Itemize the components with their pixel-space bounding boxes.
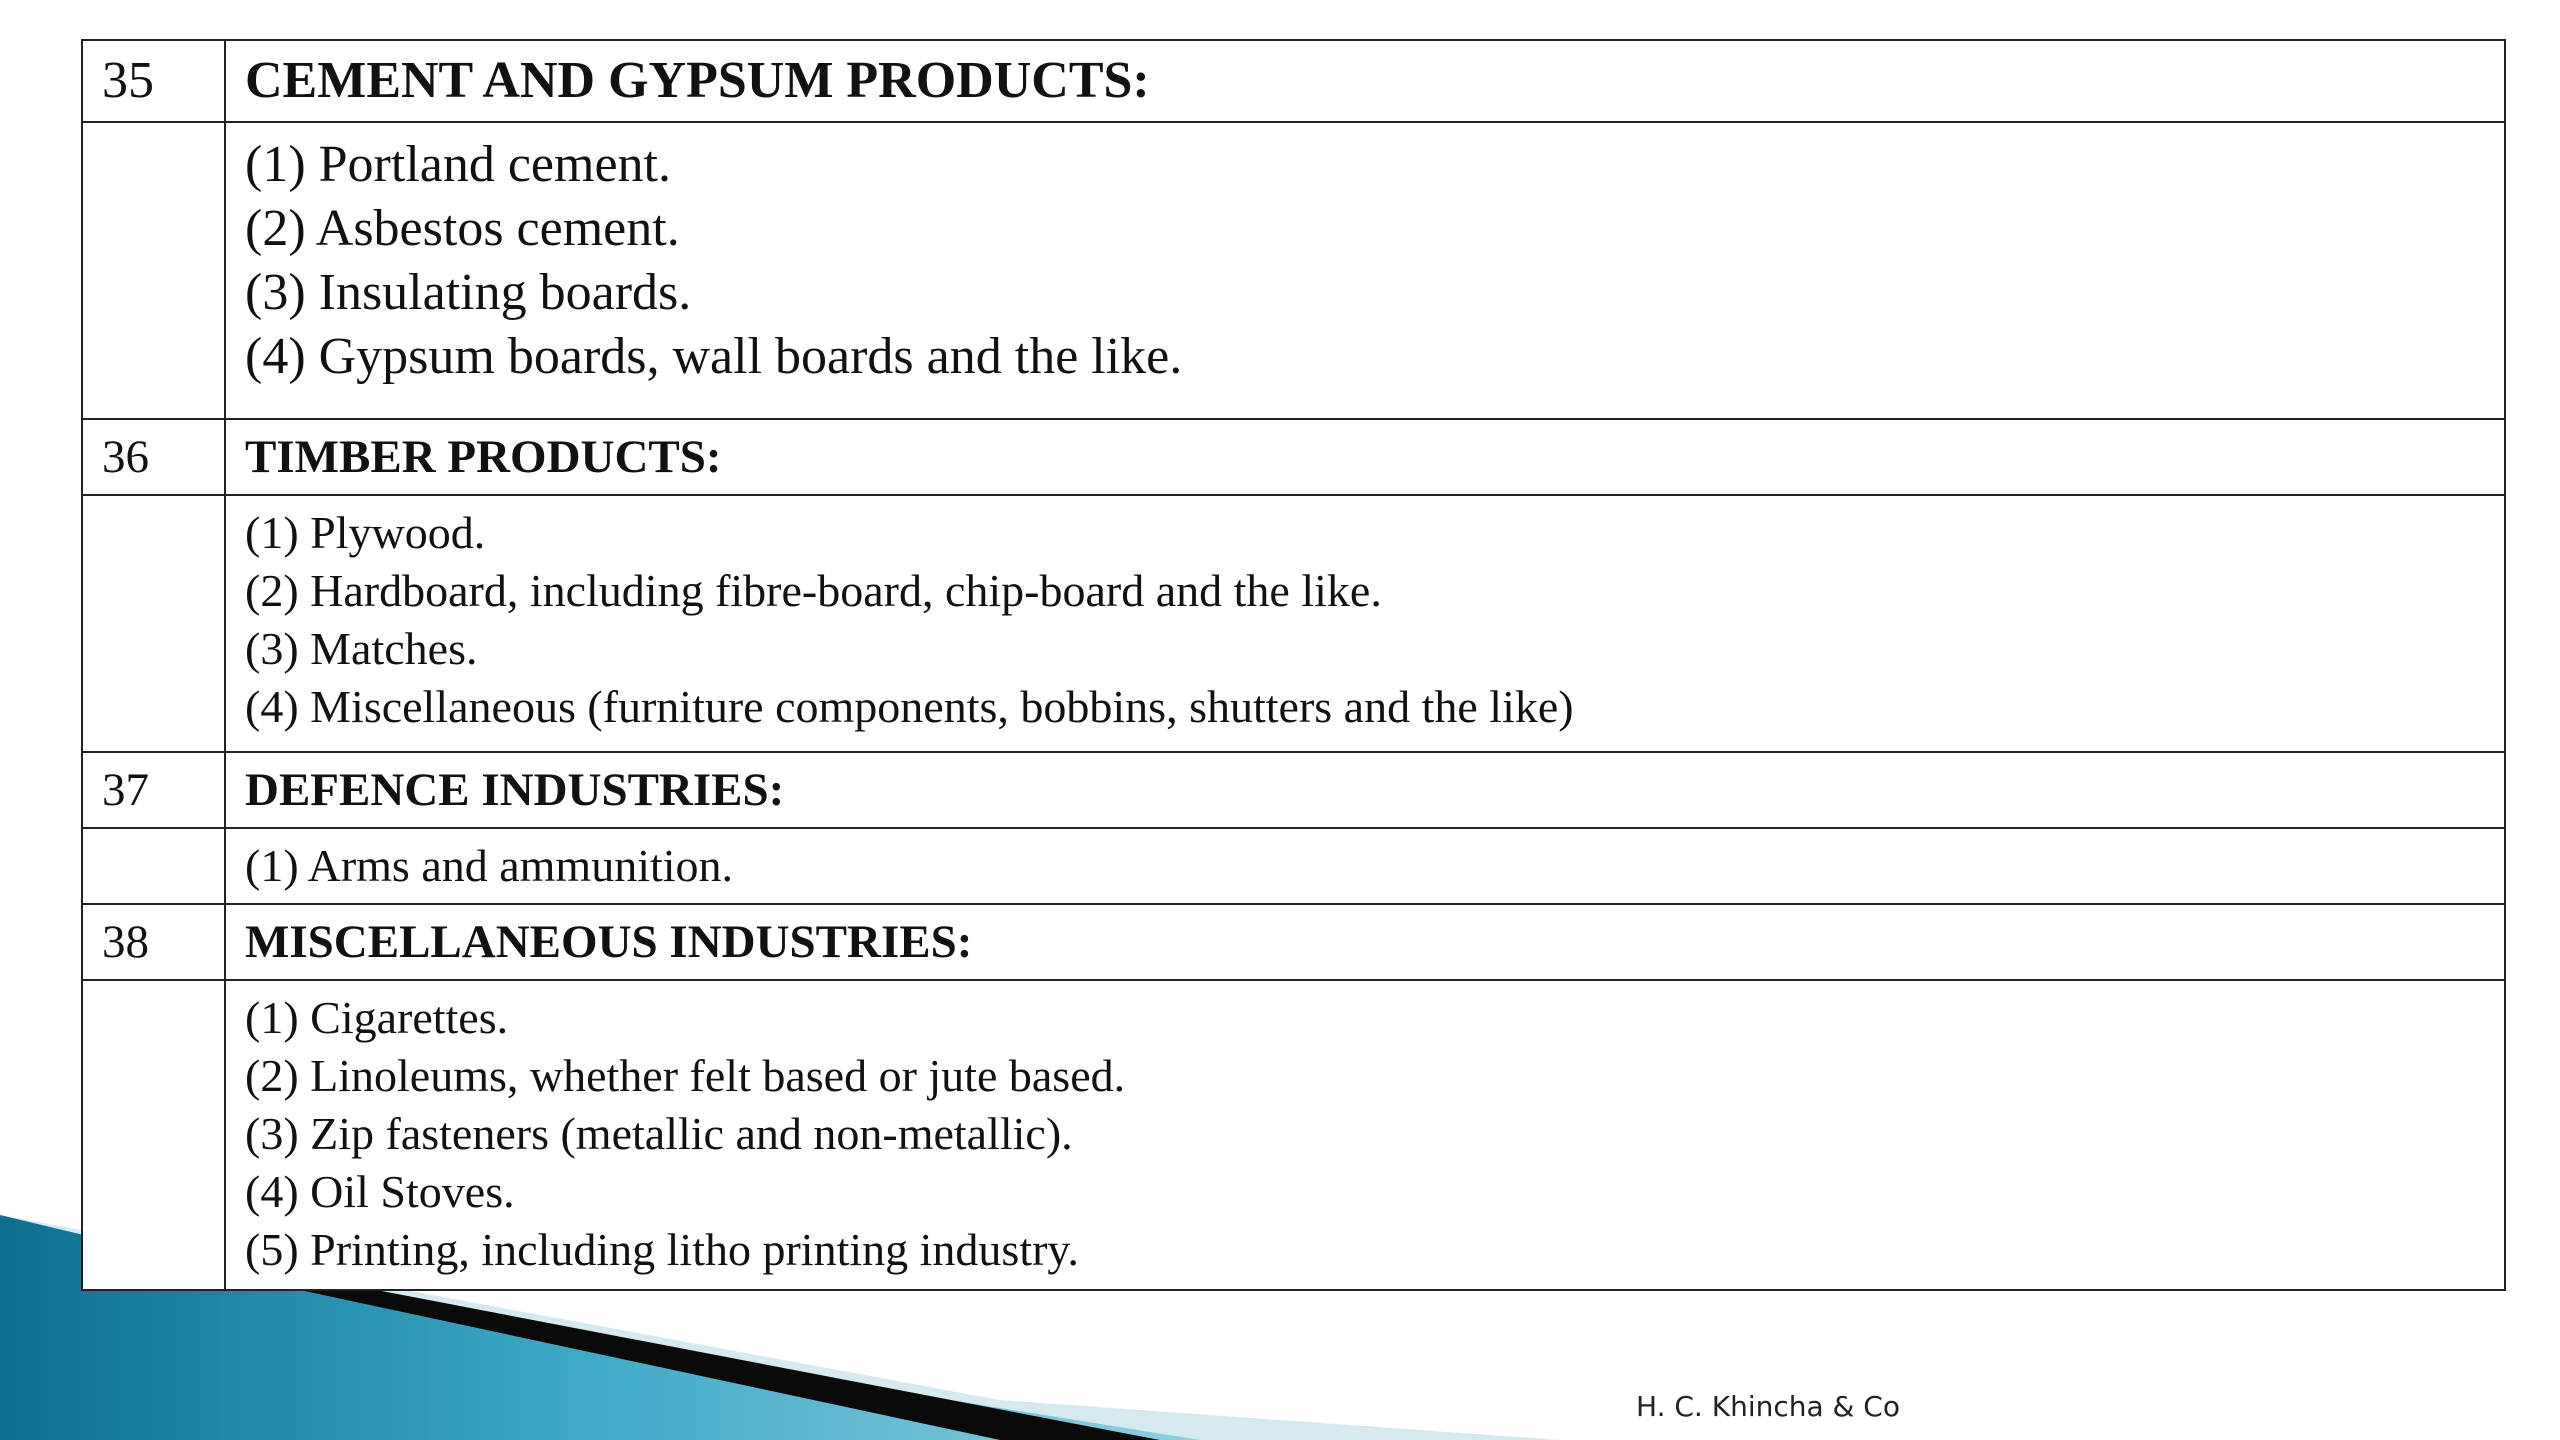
table-row (82, 752, 2505, 828)
category-heading: TIMBER PRODUCTS: (225, 419, 2505, 495)
item-list (225, 828, 2505, 904)
industry-schedule-table (81, 39, 2506, 1291)
list-item: (3) Insulating boards. (245, 264, 692, 321)
table-row (82, 828, 2505, 904)
list-item: (1) Plywood. (245, 507, 486, 558)
list-item: (2) Hardboard, including fibre-board, chip-board and the like. (245, 565, 1382, 616)
item-number: 37 (82, 752, 225, 828)
table-row (82, 40, 2505, 122)
table-row (82, 419, 2505, 495)
list-item: (3) Matches. (245, 623, 478, 674)
item-list (225, 980, 2505, 1290)
list-item: (3) Zip fasteners (metallic and non-metallic). (245, 1108, 1073, 1159)
list-item: (1) Cigarettes. (245, 992, 509, 1043)
list-item: (1) Arms and ammunition. (245, 840, 734, 891)
item-list (225, 122, 2505, 419)
list-item: (2) Linoleums, whether felt based or jute based. (245, 1050, 1126, 1101)
list-item: (2) Asbestos cement. (245, 200, 680, 257)
list-item: (5) Printing, including litho printing industry. (245, 1224, 1079, 1275)
item-number: 36 (82, 419, 225, 495)
category-heading: CEMENT AND GYPSUM PRODUCTS: (225, 40, 2505, 122)
table-row (82, 904, 2505, 980)
category-heading: MISCELLANEOUS INDUSTRIES: (225, 904, 2505, 980)
item-number: 38 (82, 904, 225, 980)
item-number: 35 (82, 40, 225, 122)
table-row (82, 980, 2505, 1290)
list-item: (4) Miscellaneous (furniture components, bobbins, shutters and the like) (245, 681, 1574, 732)
footer-credit: H. C. Khincha & Co (1636, 1390, 1900, 1423)
list-item: (4) Gypsum boards, wall boards and the like. (245, 328, 1183, 385)
table-row (82, 122, 2505, 419)
table-row (82, 495, 2505, 752)
category-heading: DEFENCE INDUSTRIES: (225, 752, 2505, 828)
item-list (225, 495, 2505, 752)
list-item: (4) Oil Stoves. (245, 1166, 515, 1217)
list-item: (1) Portland cement. (245, 136, 671, 193)
